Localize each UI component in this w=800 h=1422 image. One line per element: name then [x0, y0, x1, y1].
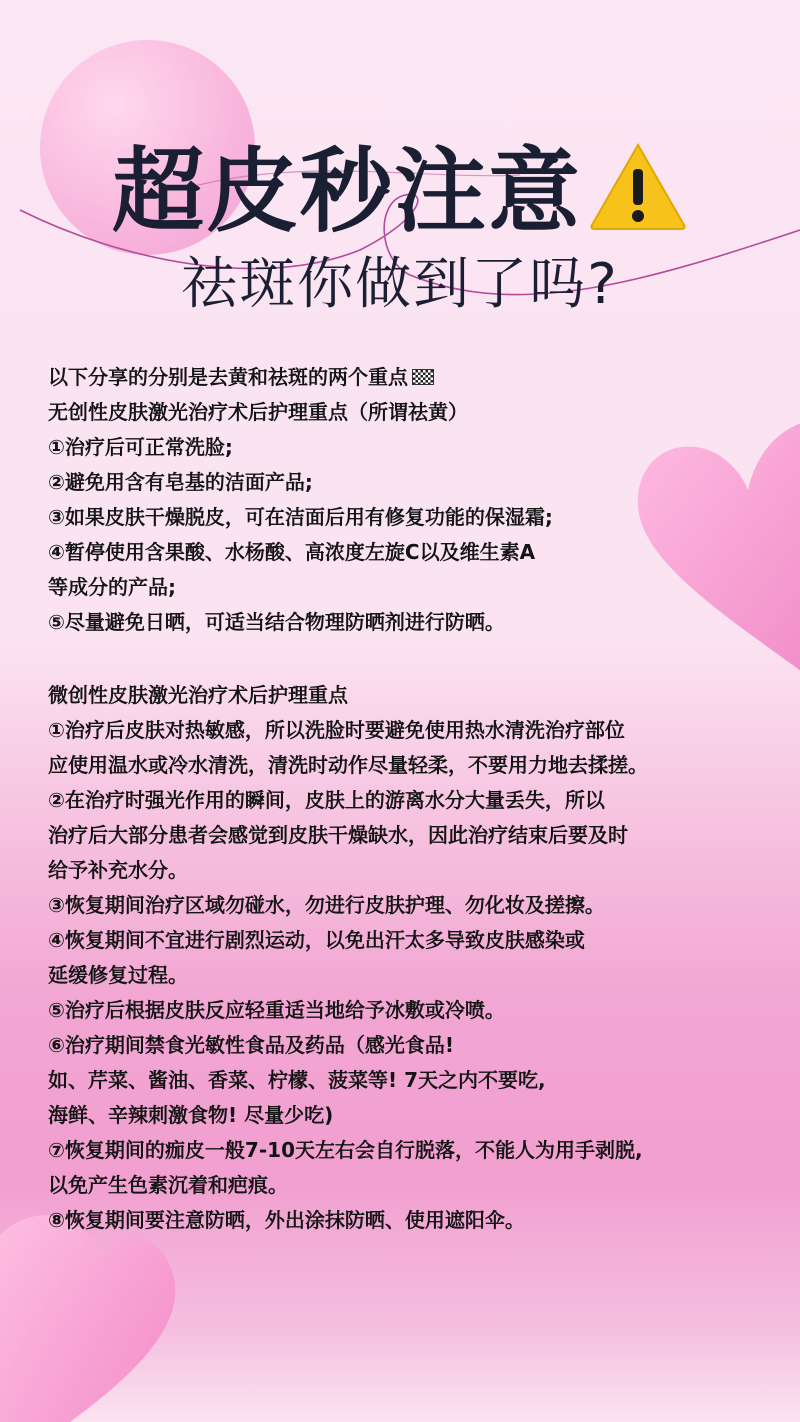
intro-text: 以下分享的分别是去黄和祛斑的两个重点: [48, 365, 408, 389]
section1-line: ①治疗后可正常洗脸;: [48, 435, 233, 459]
content-body: [48, 360, 768, 1238]
section2-line: 以免产生色素沉着和疤痕。: [48, 1173, 288, 1197]
section2-line: ③恢复期间治疗区域勿碰水，勿进行皮肤护理、勿化妆及搓擦。: [48, 893, 605, 917]
section2-line: 给予补充水分。: [48, 858, 188, 882]
title-text: 超皮秒注意: [111, 138, 582, 245]
section2-line: 海鲜、辛辣刺激食物! 尽量少吃): [48, 1103, 334, 1127]
section-spacer: [48, 640, 768, 678]
section2-line: 延缓修复过程。: [48, 963, 188, 987]
warning-icon: [588, 141, 688, 253]
section2-line: ⑤治疗后根据皮肤反应轻重适当地给予冰敷或冷喷。: [48, 998, 505, 1022]
section1-line: ②避免用含有皂基的洁面产品;: [48, 470, 313, 494]
section2-line: 应使用温水或冷水清洗，清洗时动作尽量轻柔，不要用力地去揉搓。: [48, 753, 648, 777]
checkered-flag-icon: [412, 369, 434, 385]
section2-line: 治疗后大部分患者会感觉到皮肤干燥缺水，因此治疗结束后要及时: [48, 823, 628, 847]
section2-line: ⑧恢复期间要注意防晒，外出涂抹防晒、使用遮阳伞。: [48, 1208, 525, 1232]
section1-line: 等成分的产品;: [48, 575, 176, 599]
section1-line: ④暂停使用含果酸、水杨酸、高浓度左旋C以及维生素A: [48, 540, 536, 564]
section2-line: ④恢复期间不宜进行剧烈运动，以免出汗太多导致皮肤感染或: [48, 928, 585, 952]
subtitle: 祛斑你做到了吗?: [181, 252, 619, 317]
section1-heading: 无创性皮肤激光治疗术后护理重点（所谓祛黄）: [48, 400, 468, 424]
section1-line: ⑤尽量避免日晒，可适当结合物理防晒剂进行防晒。: [48, 610, 505, 634]
section2-line: ⑦恢复期间的痂皮一般7-10天左右会自行脱落，不能人为用手剥脱,: [48, 1138, 643, 1162]
page-title: [0, 118, 800, 253]
section2-line: ②在治疗时强光作用的瞬间，皮肤上的游离水分大量丢失，所以: [48, 788, 605, 812]
section2-line: ①治疗后皮肤对热敏感，所以洗脸时要避免使用热水清洗治疗部位: [48, 718, 625, 742]
section1-intro: [48, 360, 768, 395]
section2-line: ⑥治疗期间禁食光敏性食品及药品（感光食品!: [48, 1033, 455, 1057]
section2-line: 如、芹菜、酱油、香菜、柠檬、菠菜等! 7天之内不要吃,: [48, 1068, 546, 1092]
section1-line: ③如果皮肤干燥脱皮，可在洁面后用有修复功能的保湿霜;: [48, 505, 553, 529]
section2-heading: 微创性皮肤激光治疗术后护理重点: [48, 683, 348, 707]
